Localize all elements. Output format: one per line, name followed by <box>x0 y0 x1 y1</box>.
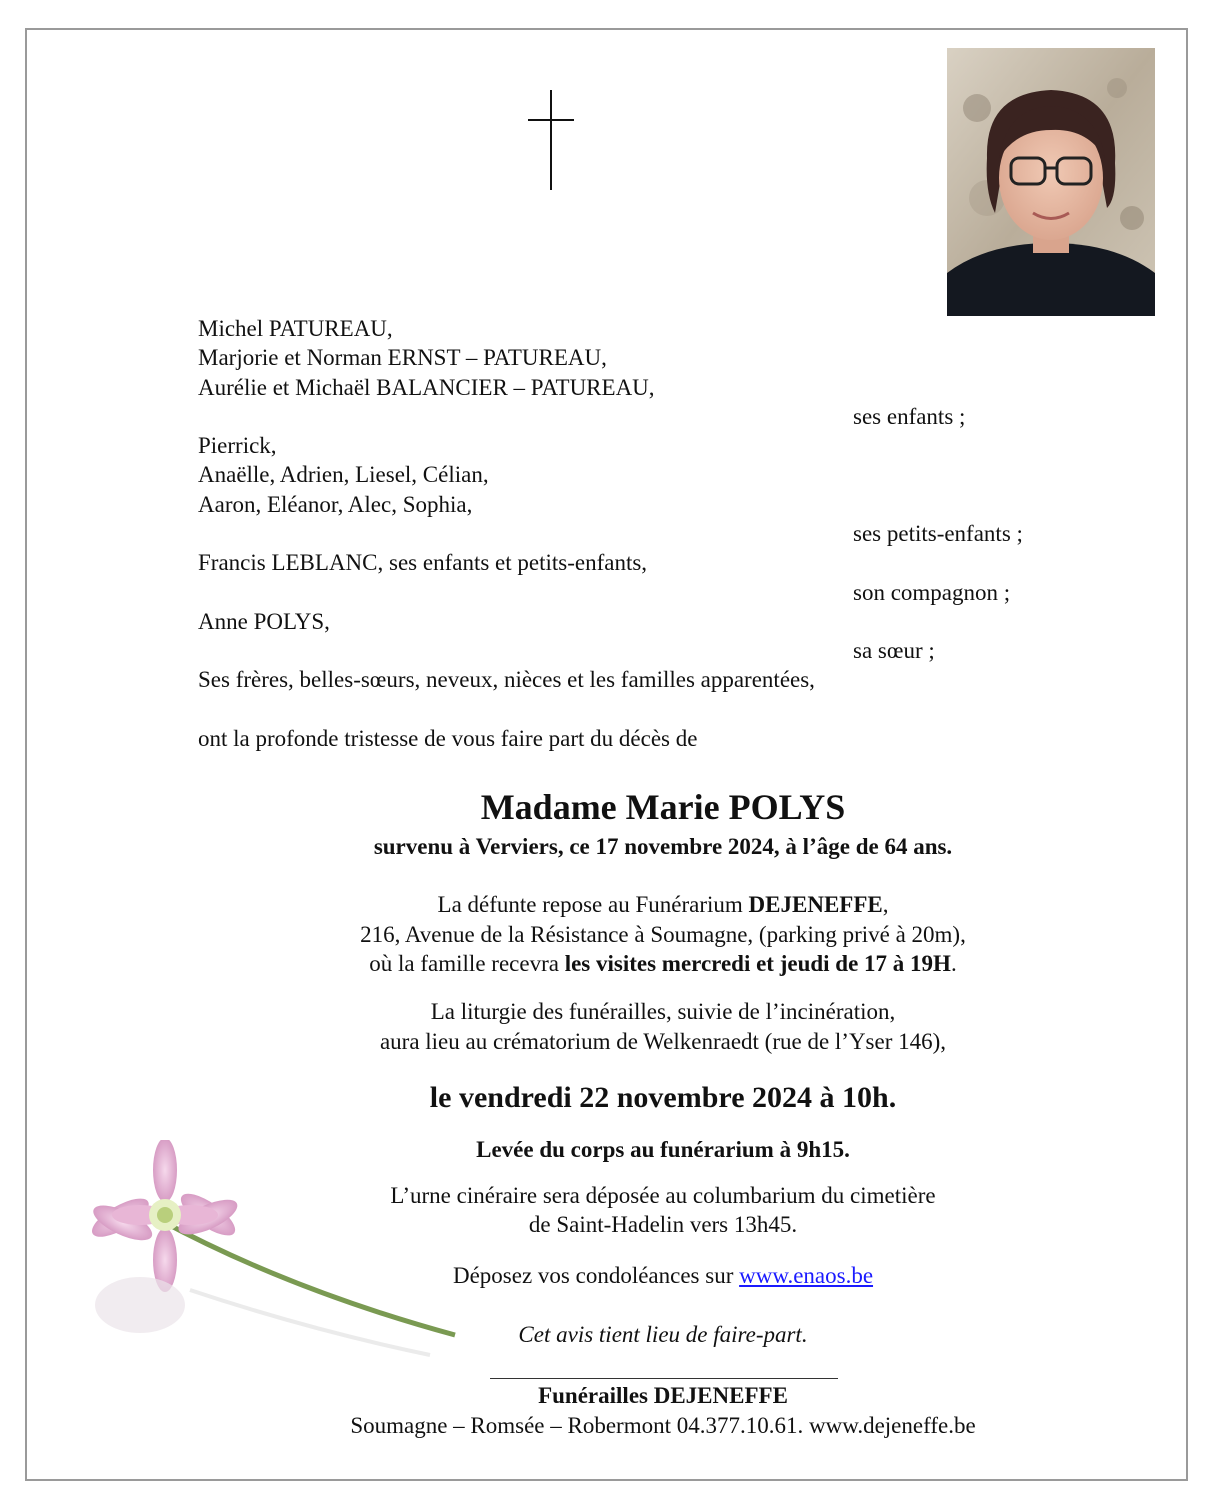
levee-line: Levée du corps au funérarium à 9h15. <box>476 1137 850 1162</box>
rest-line-2: 216, Avenue de la Résistance à Soumagne, (parking privé à 20m), <box>360 922 966 947</box>
death-line: survenu à Verviers, ce 17 novembre 2024, à l’âge de 64 ans. <box>373 834 953 859</box>
announcement: ont la profonde tristesse de vous faire part du décès de <box>198 726 698 751</box>
child-3: Aurélie et Michaël BALANCIER – PATUREAU, <box>198 375 655 400</box>
portrait-photo <box>947 48 1155 316</box>
rest-line-3-suffix: . <box>950 951 957 976</box>
ceremony-line-1: La liturgie des funérailles, suivie de l’incinération, <box>430 999 896 1024</box>
child-1: Michel PATUREAU, <box>198 316 393 341</box>
urn-line-1: L’urne cinéraire sera déposée au columbarium du cimetière <box>390 1183 936 1208</box>
footer-contact: Soumagne – Romsée – Robermont 04.377.10.61. www.dejeneffe.be <box>350 1413 976 1438</box>
rest-line-1 <box>198 890 1128 919</box>
grandchildren-role: ses petits-enfants ; <box>853 521 1023 546</box>
children-role: ses enfants ; <box>853 404 966 429</box>
flower-icon <box>70 1140 490 1380</box>
companion-role: son compagnon ; <box>853 580 1011 605</box>
visiting-hours: les visites mercredi et jeudi de 17 à 19H <box>564 951 951 976</box>
rest-line-3-prefix: où la famille recevra <box>369 951 565 976</box>
grandchild-3: Aaron, Eléanor, Alec, Sophia, <box>198 492 473 517</box>
companion: Francis LEBLANC, ses enfants et petits-enfants, <box>198 550 648 575</box>
other-family: Ses frères, belles-sœurs, neveux, nièces et les familles apparentées, <box>198 667 815 692</box>
grandchild-2: Anaëlle, Adrien, Liesel, Célian, <box>198 462 489 487</box>
ceremony-date: le vendredi 22 novembre 2024 à 10h. <box>429 1081 897 1114</box>
child-2: Marjorie et Norman ERNST – PATUREAU, <box>198 345 607 370</box>
ceremony-line-2: aura lieu au crématorium de Welkenraedt (rue de l’Yser 146), <box>379 1029 947 1054</box>
rest-line-3 <box>198 949 1128 978</box>
notice: Cet avis tient lieu de faire-part. <box>518 1322 808 1347</box>
cross-icon <box>528 90 574 190</box>
funerarium-name: DEJENEFFE <box>748 892 883 917</box>
deceased-name: Madame Marie POLYS <box>480 787 846 827</box>
sister-role: sa sœur ; <box>853 638 935 663</box>
footer-divider <box>490 1378 838 1379</box>
urn-line-2: de Saint-Hadelin vers 13h45. <box>528 1212 798 1237</box>
footer-company: Funérailles DEJENEFFE <box>538 1383 788 1408</box>
rest-line-1-suffix: , <box>882 892 889 917</box>
sister: Anne POLYS, <box>198 609 330 634</box>
grandchild-1: Pierrick, <box>198 433 277 458</box>
rest-line-1-prefix: La défunte repose au Funérarium <box>437 892 749 917</box>
condolences-link[interactable]: www.enaos.be <box>739 1263 874 1288</box>
condolences-prefix: Déposez vos condoléances sur <box>452 1263 740 1288</box>
